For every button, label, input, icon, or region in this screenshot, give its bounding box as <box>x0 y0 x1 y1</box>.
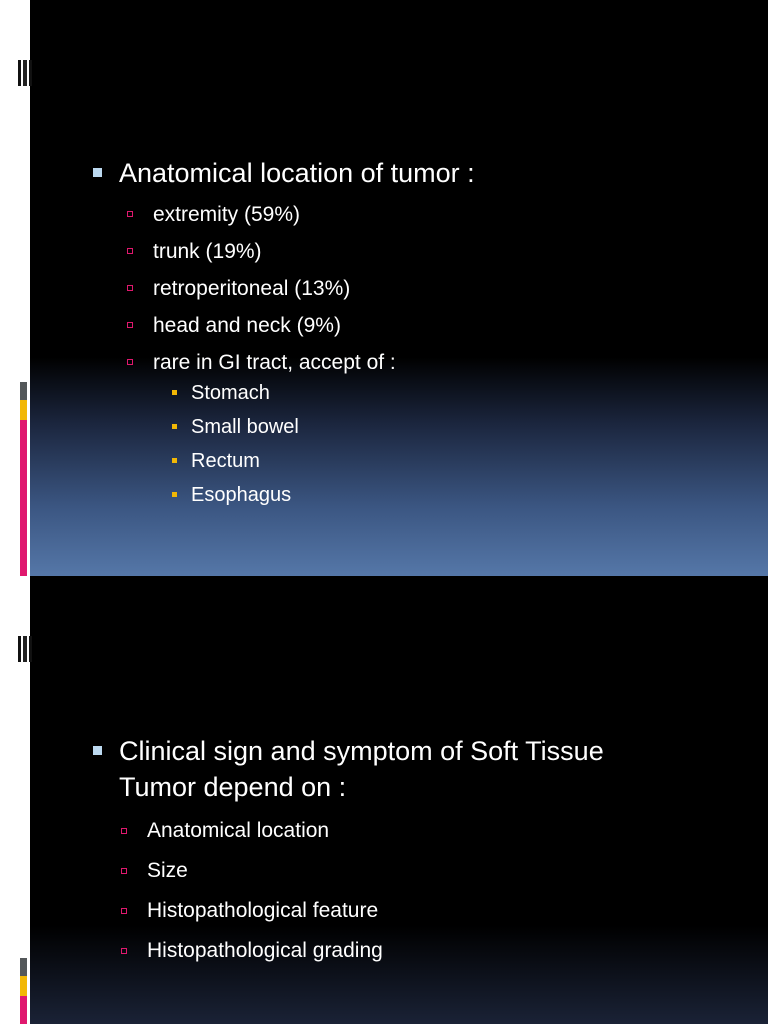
hollow-square-bullet-icon <box>121 948 127 954</box>
square-bullet-icon <box>93 746 102 755</box>
list-item: Esophagus <box>191 478 299 512</box>
list-item: head and neck (9%) <box>153 307 396 344</box>
hollow-square-bullet-icon <box>121 908 127 914</box>
slide1-level1-list <box>119 155 475 191</box>
slide1-level2-list <box>153 196 396 381</box>
slide2-heading-item <box>119 733 604 805</box>
list-item: retroperitoneal (13%) <box>153 270 396 307</box>
square-bullet-icon <box>93 168 102 177</box>
hollow-square-bullet-icon <box>127 285 133 291</box>
slide1-heading: Anatomical location of tumor : <box>119 158 475 188</box>
hollow-square-bullet-icon <box>127 322 133 328</box>
list-item: extremity (59%) <box>153 196 396 233</box>
slide1-level3-list <box>191 376 299 512</box>
slide1-heading-item <box>119 155 475 191</box>
hollow-square-bullet-icon <box>121 868 127 874</box>
title-placeholder-mark <box>18 60 32 86</box>
list-item: Small bowel <box>191 410 299 444</box>
list-item: Rectum <box>191 444 299 478</box>
list-item: Histopathological feature <box>147 891 383 931</box>
slide2-heading-line1: Clinical sign and symptom of Soft Tissue <box>119 736 604 766</box>
list-item: Size <box>147 851 383 891</box>
slide-2 <box>0 576 768 1024</box>
accent-bar <box>20 958 27 1024</box>
list-item: trunk (19%) <box>153 233 396 270</box>
list-item: Histopathological grading <box>147 931 383 971</box>
list-item: rare in GI tract, accept of : <box>153 344 396 381</box>
hollow-square-bullet-icon <box>127 359 133 365</box>
small-square-bullet-icon <box>172 458 177 463</box>
title-placeholder-mark <box>18 636 32 662</box>
hollow-square-bullet-icon <box>127 211 133 217</box>
small-square-bullet-icon <box>172 424 177 429</box>
small-square-bullet-icon <box>172 390 177 395</box>
accent-bar <box>20 382 27 576</box>
hollow-square-bullet-icon <box>121 828 127 834</box>
small-square-bullet-icon <box>172 492 177 497</box>
hollow-square-bullet-icon <box>127 248 133 254</box>
list-item: Anatomical location <box>147 811 383 851</box>
slide2-heading-line2: Tumor depend on : <box>119 772 347 802</box>
list-item: Stomach <box>191 376 299 410</box>
slide2-level2-list <box>147 811 383 971</box>
